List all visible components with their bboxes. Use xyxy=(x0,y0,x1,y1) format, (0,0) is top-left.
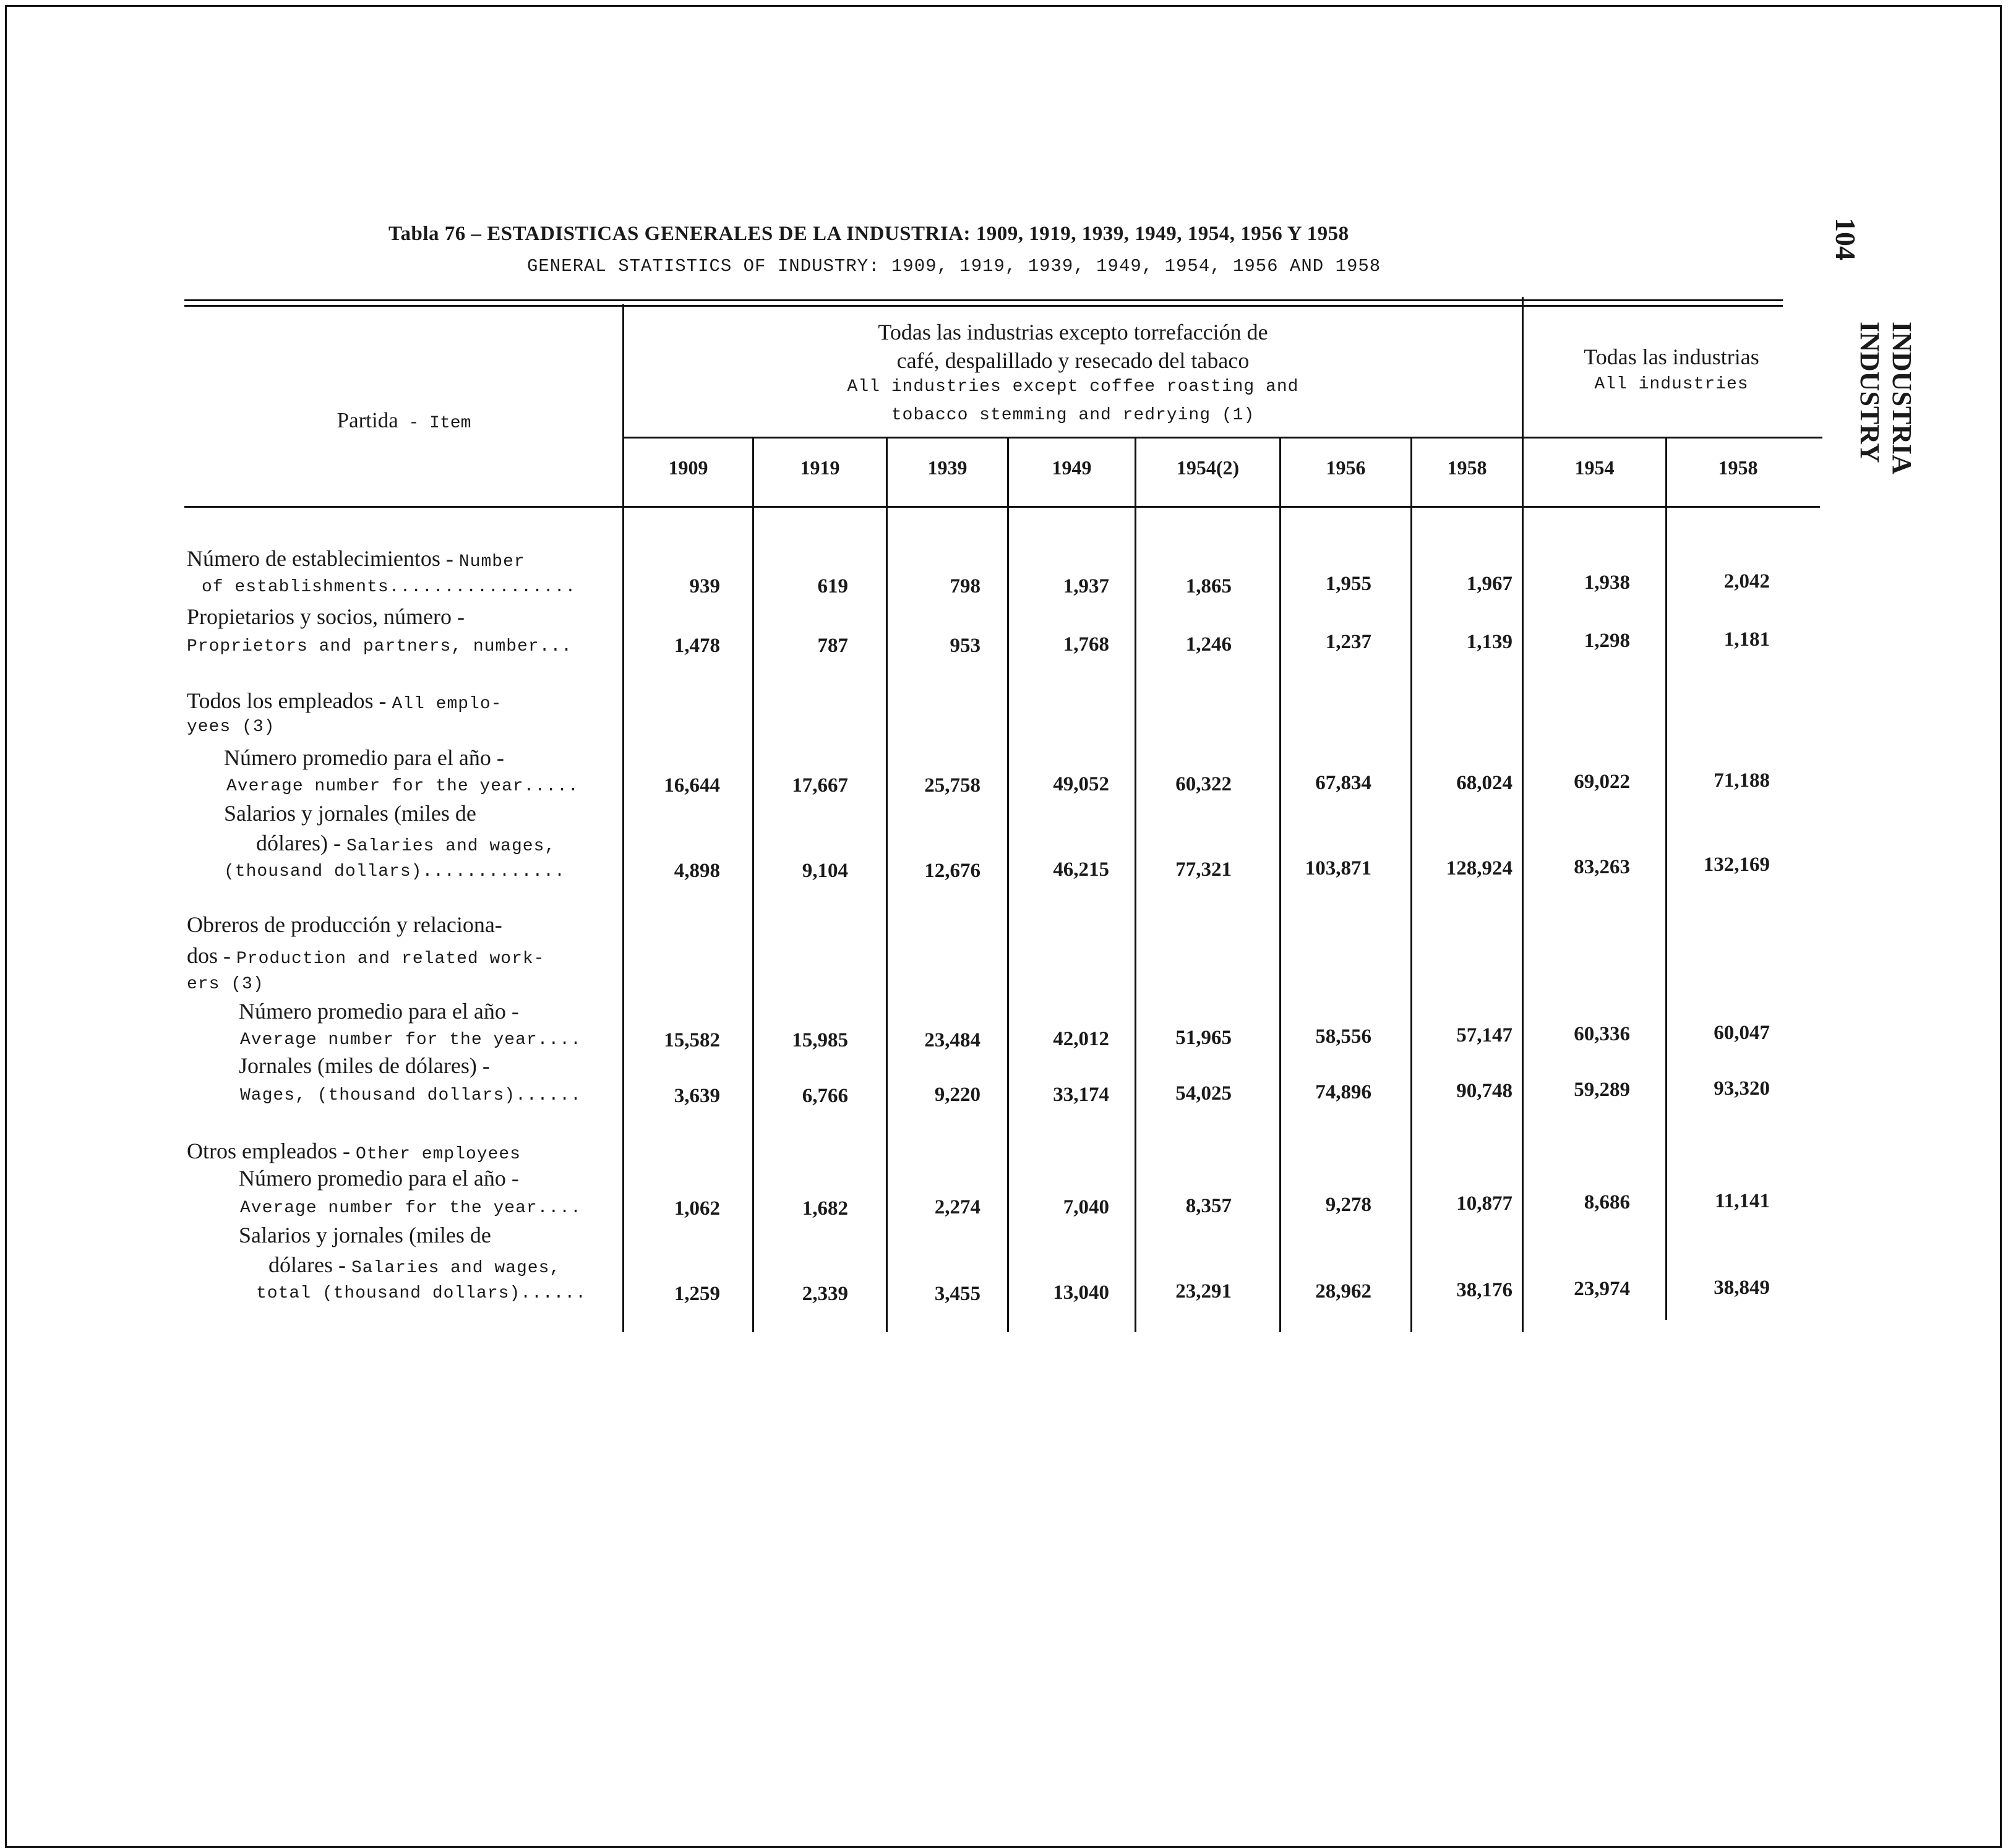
row-label xyxy=(187,688,502,714)
cell-value: 28,962 xyxy=(1315,1280,1371,1303)
group1-header-english-line1: All industries except coffee roasting and xyxy=(847,377,1299,396)
cell-value: 59,289 xyxy=(1574,1079,1630,1101)
year-header: 1954(2) xyxy=(1176,456,1240,479)
cell-value: 67,834 xyxy=(1315,772,1371,794)
row-label-english: Average number for the year.... xyxy=(240,1030,581,1050)
cell-value: 23,291 xyxy=(1175,1280,1232,1303)
cell-value: 128,924 xyxy=(1446,857,1512,879)
row-label-cont xyxy=(187,637,572,656)
row-label-cont xyxy=(240,1086,581,1105)
row-label xyxy=(187,604,465,630)
cell-value: 57,147 xyxy=(1456,1024,1512,1046)
section-label-english: INDUSTRY xyxy=(1855,322,1885,463)
cell-value: 93,320 xyxy=(1714,1077,1770,1100)
cell-value: 68,024 xyxy=(1456,772,1512,794)
cell-value: 787 xyxy=(817,635,848,657)
cell-value: 38,849 xyxy=(1714,1277,1770,1299)
cell-value: 3,639 xyxy=(674,1085,720,1107)
row-label xyxy=(239,1222,491,1248)
cell-value: 60,322 xyxy=(1175,773,1232,795)
table-top-rule xyxy=(184,299,1783,301)
row-label-english: Wages, (thousand dollars)...... xyxy=(240,1086,581,1105)
cell-value: 15,985 xyxy=(792,1029,848,1051)
row-label xyxy=(239,1165,519,1191)
row-label-english: total (thousand dollars)...... xyxy=(256,1284,587,1303)
row-label xyxy=(187,545,525,571)
cell-value: 1,937 xyxy=(1063,575,1109,597)
group1-header-spanish-line1: Todas las industrias excepto torrefacción de xyxy=(878,320,1268,344)
year-header: 1949 xyxy=(1052,456,1092,479)
year-header: 1954 xyxy=(1574,456,1615,479)
table-top-rule-double xyxy=(184,305,1783,307)
row-label-spanish: Salarios y jornales (miles de xyxy=(239,1223,491,1247)
year-header-rule xyxy=(622,437,1822,438)
row-label-cont xyxy=(240,1030,581,1050)
row-label-english: (thousand dollars)............. xyxy=(224,862,565,881)
row-label xyxy=(239,998,519,1024)
cell-value: 2,339 xyxy=(802,1283,848,1305)
row-label-english: Number xyxy=(458,552,525,571)
cell-value: 2,042 xyxy=(1723,570,1770,592)
row-label-english: Proprietors and partners, number... xyxy=(187,637,573,656)
row-label-english: yees (3) xyxy=(187,717,275,737)
cell-value: 1,246 xyxy=(1185,633,1232,656)
row-label-english: Other employees xyxy=(355,1145,521,1164)
cell-value: 10,877 xyxy=(1456,1192,1512,1215)
section-label-spanish: INDUSTRIA xyxy=(1887,322,1917,474)
cell-value: 58,556 xyxy=(1315,1025,1371,1048)
row-label-spanish: Número de establecimientos - xyxy=(187,546,459,571)
group1-header-english-line2: tobacco stemming and redrying (1) xyxy=(891,406,1255,425)
row-label-cont xyxy=(187,717,275,737)
row-label-spanish: Todos los empleados - xyxy=(187,688,392,713)
row-label-english: Average number for the year..... xyxy=(226,777,579,796)
row-label-spanish: Jornales (miles de dólares) - xyxy=(239,1053,490,1078)
row-label xyxy=(224,800,476,826)
cell-value: 17,667 xyxy=(792,774,848,797)
row-label-english: Average number for the year.... xyxy=(240,1199,581,1218)
cell-value: 1,967 xyxy=(1466,573,1512,595)
year-header: 1939 xyxy=(927,456,968,479)
group2-header-english: All industries xyxy=(1594,375,1749,394)
row-label-cont xyxy=(240,1199,581,1218)
row-label-spanish: dólares) - xyxy=(256,831,346,855)
cell-value: 77,321 xyxy=(1175,858,1232,881)
header-bottom-rule xyxy=(184,506,1820,508)
cell-value: 103,871 xyxy=(1305,857,1371,879)
cell-value: 1,768 xyxy=(1063,633,1109,656)
cell-value: 9,278 xyxy=(1325,1194,1371,1216)
cell-value: 90,748 xyxy=(1456,1080,1512,1102)
cell-value: 3,455 xyxy=(934,1283,980,1305)
row-label-english: Salaries and wages, xyxy=(351,1259,561,1278)
cell-value: 939 xyxy=(689,575,720,597)
cell-value: 83,263 xyxy=(1574,856,1630,878)
row-label-english: Production and related work- xyxy=(236,949,545,969)
cell-value: 74,896 xyxy=(1315,1081,1371,1103)
cell-value: 13,040 xyxy=(1053,1281,1109,1304)
table-title-spanish: Tabla 76 – ESTADISTICAS GENERALES DE LA INDUSTRIA: 1909, 1919, 1939, 1949, 1954, 1956 Y 1958 xyxy=(388,223,1349,245)
cell-value: 1,682 xyxy=(802,1197,848,1220)
year-header: 1919 xyxy=(800,456,840,479)
cell-value: 953 xyxy=(950,635,980,657)
row-label-spanish: Obreros de producción y relaciona- xyxy=(187,912,502,937)
cell-value: 23,974 xyxy=(1574,1278,1630,1300)
cell-value: 4,898 xyxy=(674,860,720,882)
cell-value: 71,188 xyxy=(1714,769,1770,792)
cell-value: 11,141 xyxy=(1715,1190,1770,1212)
cell-value: 1,955 xyxy=(1325,573,1371,595)
row-label-english: ers (3) xyxy=(187,975,264,994)
cell-value: 49,052 xyxy=(1053,773,1109,795)
row-label-cont xyxy=(187,975,264,994)
cell-value: 6,766 xyxy=(802,1085,848,1107)
cell-value: 1,865 xyxy=(1185,575,1232,597)
page-number: 104 xyxy=(1830,218,1861,260)
cell-value: 132,169 xyxy=(1703,853,1770,876)
row-label-spanish: Propietarios y socios, número - xyxy=(187,604,465,629)
year-header: 1958 xyxy=(1718,456,1758,479)
cell-value: 619 xyxy=(817,575,848,597)
cell-value: 798 xyxy=(950,575,980,597)
row-label-spanish: Salarios y jornales (miles de xyxy=(224,801,476,826)
cell-value: 12,676 xyxy=(924,860,980,882)
cell-value: 54,025 xyxy=(1175,1082,1232,1105)
cell-value: 33,174 xyxy=(1053,1084,1109,1106)
item-header xyxy=(186,408,622,433)
cell-value: 9,220 xyxy=(934,1084,980,1106)
year-header: 1958 xyxy=(1447,456,1487,479)
cell-value: 2,274 xyxy=(934,1196,980,1218)
cell-value: 1,181 xyxy=(1723,628,1770,651)
row-label-english: All emplo- xyxy=(392,695,502,714)
cell-value: 1,259 xyxy=(674,1283,720,1305)
group2-header-spanish: Todas las industrias xyxy=(1584,344,1759,369)
cell-value: 60,047 xyxy=(1714,1022,1770,1044)
cell-value: 46,215 xyxy=(1053,858,1109,881)
row-label-cont xyxy=(256,1284,586,1303)
row-label-cont xyxy=(224,862,565,881)
cell-value: 16,644 xyxy=(664,774,720,797)
group1-header-spanish-line2: café, despalillado y resecado del tabaco xyxy=(896,348,1250,373)
cell-value: 1,938 xyxy=(1584,571,1630,594)
cell-value: 1,139 xyxy=(1466,631,1512,653)
cell-value: 9,104 xyxy=(802,860,848,882)
cell-value: 69,022 xyxy=(1574,771,1630,793)
cell-value: 1,237 xyxy=(1325,631,1371,653)
row-label-spanish: dos - xyxy=(187,943,236,968)
row-label-spanish: Número promedio para el año - xyxy=(239,999,519,1024)
cell-value: 38,176 xyxy=(1456,1279,1512,1301)
item-header-separator: - xyxy=(398,414,430,433)
row-label-spanish: Otros empleados - xyxy=(187,1139,356,1163)
cell-value: 8,686 xyxy=(1584,1191,1630,1213)
table-title-english: GENERAL STATISTICS OF INDUSTRY: 1909, 1919, 1939, 1949, 1954, 1956 AND 1958 xyxy=(527,256,1381,276)
row-label xyxy=(239,1053,490,1079)
cell-value: 51,965 xyxy=(1175,1027,1232,1049)
cell-value: 25,758 xyxy=(924,774,980,797)
cell-value: 1,298 xyxy=(1584,630,1630,652)
row-label xyxy=(187,912,502,938)
cell-value: 7,040 xyxy=(1063,1196,1109,1218)
cell-value: 1,062 xyxy=(674,1197,720,1220)
row-label-spanish: Número promedio para el año - xyxy=(224,745,504,770)
row-label xyxy=(224,745,504,771)
row-label-cont xyxy=(226,777,579,796)
cell-value: 60,336 xyxy=(1574,1023,1630,1045)
item-header-english: Item xyxy=(429,414,471,433)
row-label-cont xyxy=(256,830,556,856)
row-label-spanish: dólares - xyxy=(268,1252,351,1277)
row-label-english: Salaries and wages, xyxy=(346,837,556,856)
year-header: 1909 xyxy=(668,456,708,479)
item-header-spanish: Partida xyxy=(337,408,398,432)
cell-value: 42,012 xyxy=(1053,1028,1109,1050)
cell-value: 15,582 xyxy=(664,1029,720,1051)
cell-value: 1,478 xyxy=(674,635,720,657)
row-label-cont xyxy=(268,1252,560,1278)
row-label xyxy=(187,1138,521,1164)
row-label-english: of establishments................. xyxy=(202,578,577,597)
row-label-cont xyxy=(202,578,576,597)
row-label-spanish: Número promedio para el año - xyxy=(239,1166,519,1191)
column-group-rule xyxy=(1522,297,1524,1332)
cell-value: 8,357 xyxy=(1185,1195,1232,1217)
cell-value: 23,484 xyxy=(924,1029,980,1051)
row-label-cont xyxy=(187,943,544,969)
year-header: 1956 xyxy=(1326,456,1366,479)
